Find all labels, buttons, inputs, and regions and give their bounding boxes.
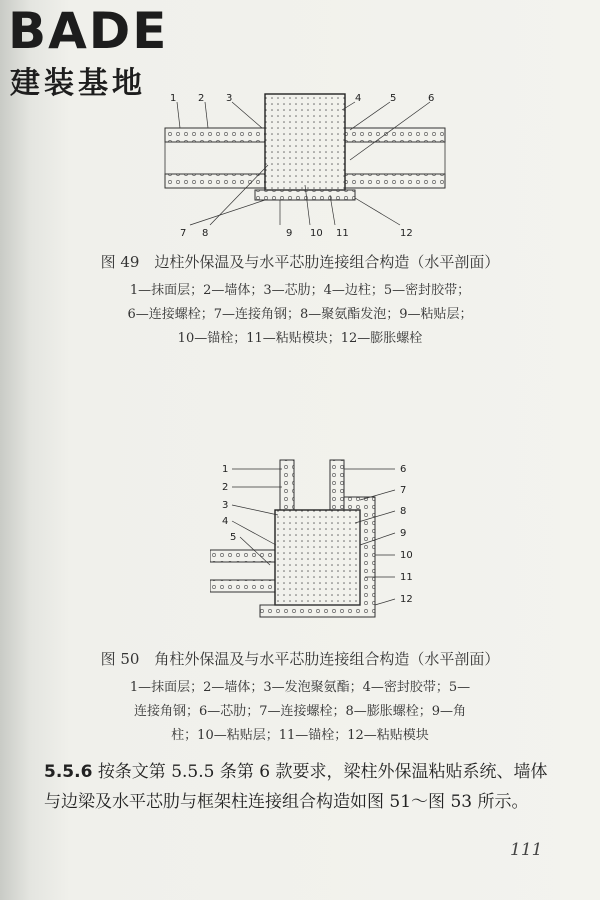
fig49-label-4: 4 [355,93,362,104]
section-number: 5.5.6 [44,762,93,782]
fig49-legend-line-2: 6—连接螺栓；7—连接角钢；8—聚氨酯发泡；9—粘贴层； [127,307,473,322]
fig50-label-5: 5 [230,532,237,543]
figure-49-drawing [150,90,460,240]
section-5-5-6 [44,757,564,817]
fig49-label-6: 6 [428,93,435,104]
fig49-legend-line-3: 10—锚栓；11—粘贴模块；12—膨胀螺栓 [177,331,423,346]
fig49-label-11: 11 [336,228,349,239]
fig50-legend-line-1: 1—抹面层；2—墙体；3—发泡聚氨酯；4—密封胶带；5— [129,680,471,695]
fig49-label-10: 10 [310,228,323,239]
figure-50-legend [0,676,600,748]
fig50-label-4: 4 [222,516,229,527]
figure-49-legend [0,279,600,351]
fig50-label-9: 9 [400,528,407,539]
fig50-legend-line-2: 连接角钢；6—芯肋；7—连接螺栓；8—膨胀螺栓；9—角 [133,704,467,719]
fig50-label-12: 12 [400,594,413,605]
fig49-label-7: 7 [180,228,187,239]
fig49-label-9: 9 [286,228,293,239]
fig50-label-6: 6 [400,464,407,475]
fig50-label-10: 10 [400,550,413,561]
fig49-label-12: 12 [400,228,413,239]
fig50-label-11: 11 [400,572,413,583]
fig49-label-3: 3 [226,93,233,104]
fig49-legend-line-1: 1—抹面层；2—墙体；3—芯肋；4—边柱；5—密封胶带； [129,283,471,298]
fig49-label-8: 8 [202,228,209,239]
figure-50-drawing [210,455,440,635]
figure-50-caption: 图 50 角柱外保温及与水平芯肋连接组合构造（水平剖面） [100,650,500,668]
fig50-label-3: 3 [222,500,229,511]
figure-49-caption: 图 49 边柱外保温及与水平芯肋连接组合构造（水平剖面） [100,253,500,271]
fig50-legend-line-3: 柱；10—粘贴层；11—锚栓；12—粘贴模块 [171,728,429,743]
fig50-label-2: 2 [222,482,229,493]
page-number: 111 [510,840,543,860]
fig50-label-8: 8 [400,506,407,517]
fig49-label-1: 1 [170,93,177,104]
logo-brand: BADE [8,2,169,60]
fig49-label-5: 5 [390,93,397,104]
logo-chinese: 建装基地 [10,66,146,101]
section-text: 按条文第 5.5.5 条第 6 款要求，梁柱外保温粘贴系统、墙体与边梁及水平芯肋与框架柱连接组合构造如图 51～图 53 所示。 [44,762,548,812]
fig50-label-7: 7 [400,485,407,496]
fig50-label-1: 1 [222,464,229,475]
fig49-label-2: 2 [198,93,205,104]
